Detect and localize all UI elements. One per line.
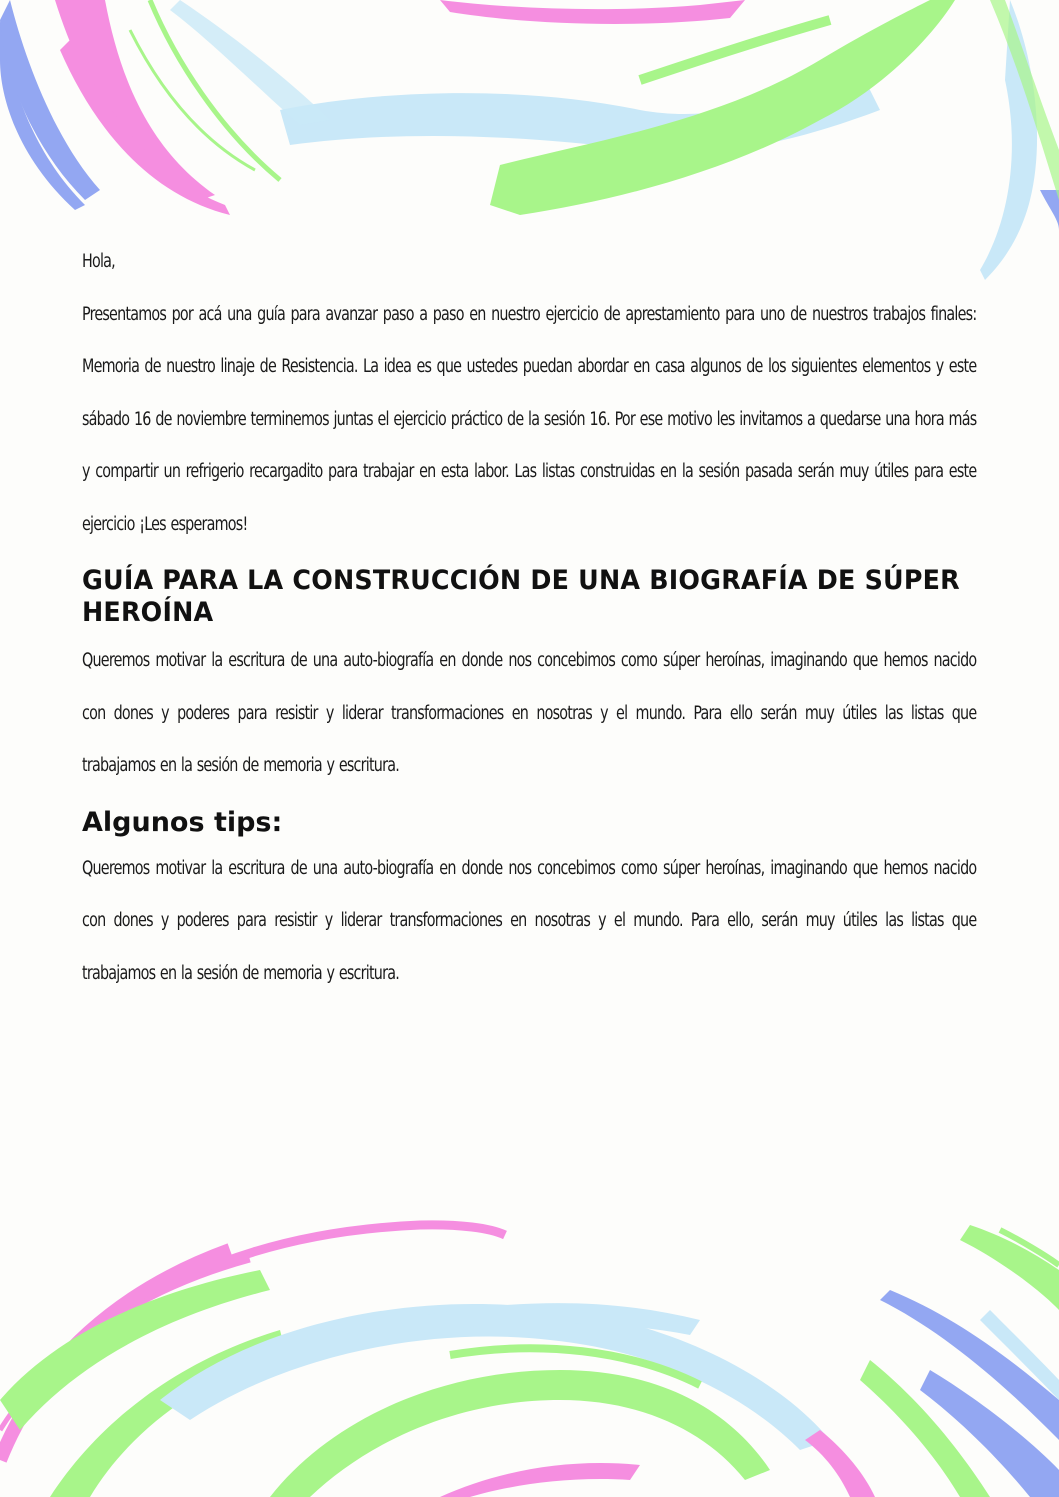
tips-heading: Algunos tips: [82,806,283,838]
document-body [82,236,977,1000]
guide-paragraph: Queremos motivar la escritura de una auto-biografía en donde nos concebimos como súper heroínas, imaginando que hemos nacido con dones y poderes para resistir y liderar transformaciones en nosotras y el mundo. Para ello serán muy útiles las listas que trabajamos en la sesión de memoria y escritura. [82,650,977,776]
tips-paragraph: Queremos motivar la escritura de una auto-biografía en donde nos concebimos como súper heroínas, imaginando que hemos nacido con dones y poderes para resistir y liderar transformaciones en nosotras y el mundo. Para ello, serán muy útiles las listas que trabajamos en la sesión de memoria y escritura. [82,857,977,984]
guide-heading: GUÍA PARA LA CONSTRUCCIÓN DE UNA BIOGRAFÍA DE SÚPER HEROÍNA [82,565,960,628]
greeting: Hola, [82,251,115,272]
intro-paragraph: Presentamos por acá una guía para avanzar paso a paso en nuestro ejercicio de aprestamiento para uno de nuestros trabajos finales: Memoria de nuestro linaje de Resistencia. La idea es que ustedes puedan abordar en casa algunos de los siguientes elementos y este sábado 16 de noviembre terminemos juntas el ejercicio práctico de la sesión 16. Por ese motivo les invitamos a quedarse una hora más y compartir un refrigerio recargadito para trabajar en esta labor. Las listas construidas en la sesión pasada serán muy útiles para este ejercicio ¡Les esperamos! [82,303,977,535]
bottom-brush-decoration [0,1200,1059,1497]
